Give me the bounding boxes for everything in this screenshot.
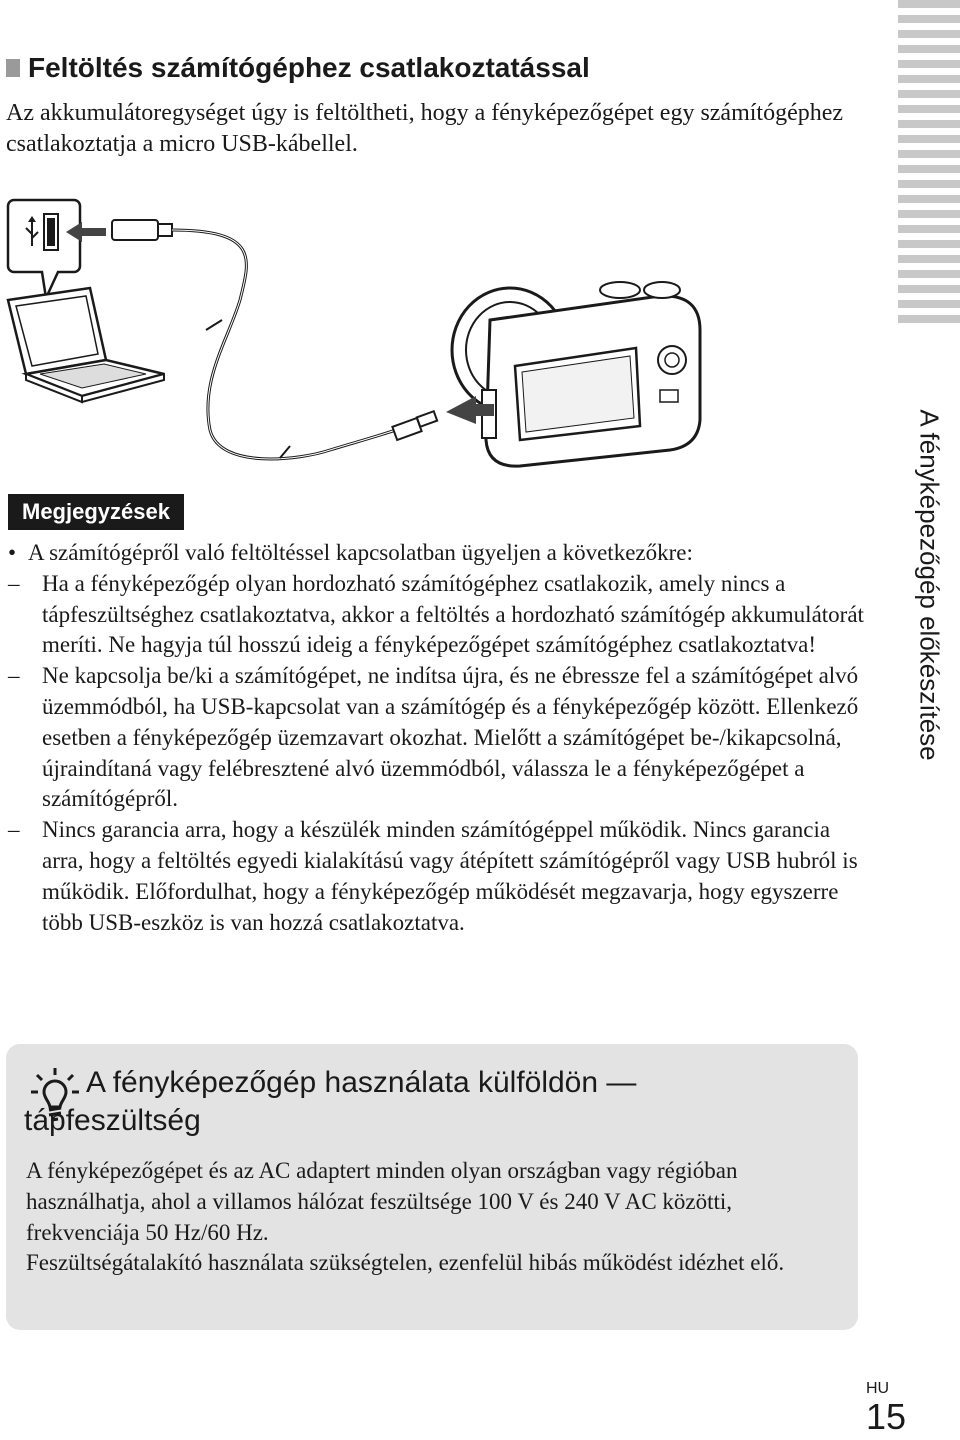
dash-icon: – (8, 663, 20, 689)
laptop-icon (8, 288, 164, 402)
list-item-text: Nincs garancia arra, hogy a készülék minden számítógéppel működik. Nincs garancia arra, hogy a feltöltés egyedi kialakítású vagy átépített számítógépről vagy USB hubról is működik. Előfordulhat, hogy a fényképezőgép működését megzavarja, hogy egyszerre több USB-eszköz is van hozzá csatlakoztatva. (42, 817, 858, 935)
dash-icon: – (8, 817, 20, 843)
list-item (8, 569, 868, 661)
tip-title-line1: A fényképezőgép használata külföldön — (86, 1066, 637, 1099)
tip-paragraph: A fényképezőgépet és az AC adaptert minden olyan országban vagy régióban használhatja, ahol a villamos hálózat feszültsége 100 V és 240 V AC közötti, frekvenciája 50 Hz/60 Hz. (26, 1158, 738, 1245)
usb-callout (8, 200, 172, 298)
list-item (8, 815, 868, 938)
notes-bullet (8, 538, 868, 569)
tip-paragraph: Feszültségátalakító használata szükségtelen, ezenfelül hibás működést idézhet elő. (26, 1250, 785, 1276)
page-language: HU (866, 1380, 890, 1397)
intro-paragraph: Az akkumulátoregységet úgy is feltöltheti, hogy a fényképezőgépet egy számítógéphez csatlakoztatja a micro USB-kábellel. (6, 100, 844, 157)
usb-connection-illustration (0, 190, 720, 490)
side-tab-stripes (898, 0, 960, 340)
tip-text (26, 1156, 846, 1279)
tip-title-line2: tápfeszültség (24, 1104, 201, 1137)
heading-marker-icon (6, 59, 20, 77)
side-tab-label: A fényképezőgép előkészítése (914, 409, 945, 761)
list-item-text: Ha a fényképezőgép olyan hordozható számítógéphez csatlakozik, amely nincs a tápfeszültséghez csatlakoztatva, akkor a feltöltés a hordozható számítógép akkumulátorát meríti. Ne hagyja túl hosszú ideig a fényképezőgépet számítógéphez csatlakoztatva! (42, 570, 864, 658)
page-number: 15 (866, 1396, 907, 1437)
list-item (8, 661, 868, 815)
notes-label: Megjegyzések (8, 494, 184, 530)
section-title (6, 52, 590, 84)
notes-list (8, 538, 868, 938)
usb-cable-icon (172, 230, 437, 459)
list-item-text: Ne kapcsolja be/ki a számítógépet, ne indítsa újra, és ne ébressze fel a számítógépet alvó üzemmódból, ha USB-kapcsolat van a számítógép és a fényképezőgép között. Ellenkező esetben a fényképezőgép üzemzavart okozhat. Mielőtt a számítógépet be-/kikapcsolná, újraindítaná vagy felébresztené alvó üzemmódból, válassza le a fényképezőgépet a számítógépről. (42, 663, 859, 812)
bullet-icon: • (8, 540, 17, 565)
notes-bullet-text: A számítógépről való feltöltéssel kapcsolatban ügyeljen a következőkre: (28, 540, 693, 565)
camera-icon (446, 282, 700, 466)
dash-icon: – (8, 570, 20, 596)
tip-title (24, 1064, 824, 1140)
section-title-text: Feltöltés számítógéphez csatlakoztatással (28, 52, 590, 83)
